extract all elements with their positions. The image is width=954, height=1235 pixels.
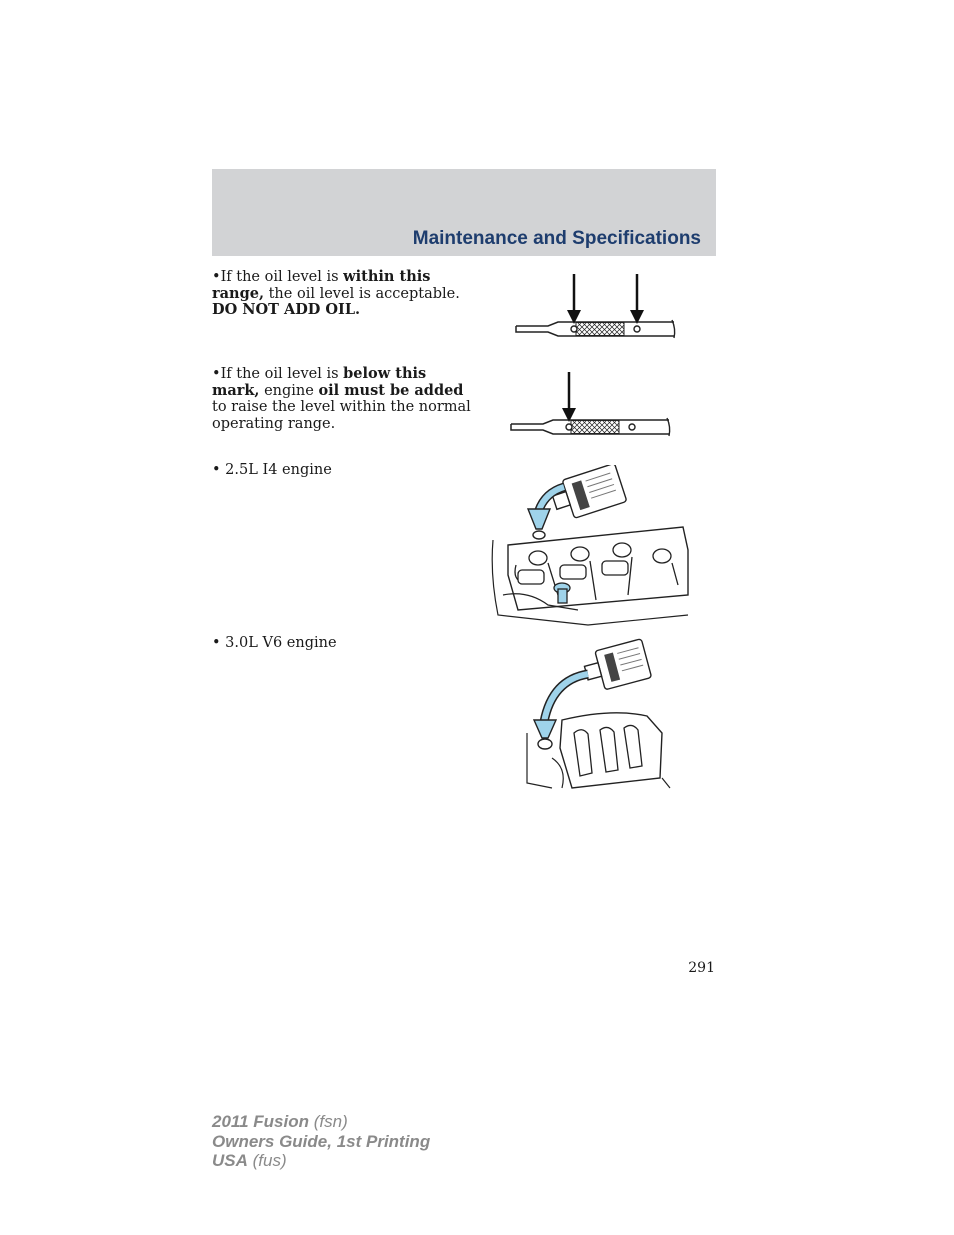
bullet: • (212, 269, 221, 285)
dipstick-range-illustration (512, 272, 682, 344)
text-run: engine (259, 382, 319, 399)
oil-level-acceptable-text (212, 269, 472, 319)
i4-engine-oil-fill-illustration (488, 465, 703, 630)
section-header-band (212, 169, 716, 256)
bullet: • (212, 462, 221, 478)
footer-guide: Owners Guide, 1st Printing (212, 1131, 431, 1151)
page-number: 291 (688, 960, 715, 976)
bold-run: oil must be added (318, 381, 464, 399)
text-run: to raise the level within the normal operating range. (212, 399, 471, 432)
engine-label-i4 (212, 462, 472, 479)
do-not-add-oil-warning: DO NOT ADD OIL. (212, 301, 361, 318)
engine-label-text: 3.0L V6 engine (225, 635, 337, 651)
footer-region-code: (fus) (252, 1151, 287, 1170)
footer-model: 2011 Fusion (212, 1112, 309, 1131)
v6-engine-oil-fill-illustration (522, 638, 672, 793)
oil-level-low-text (212, 366, 472, 432)
footer-line-model (212, 1112, 430, 1132)
text-run: If the oil level is (220, 366, 344, 382)
bullet: • (212, 635, 221, 651)
engine-label-v6 (212, 635, 472, 652)
footer-edition-info (212, 1112, 430, 1171)
footer-model-code: (fsn) (313, 1112, 348, 1131)
bold-run: within this range, (212, 268, 431, 302)
footer-line-guide (212, 1132, 430, 1152)
footer-region: USA (212, 1151, 248, 1170)
dipstick-low-mark-illustration (507, 370, 677, 442)
engine-label-text: 2.5L I4 engine (225, 462, 332, 478)
text-run: the oil level is acceptable. (264, 285, 460, 302)
bold-run: below this mark, (212, 365, 427, 399)
footer-line-region (212, 1151, 430, 1171)
section-title: Maintenance and Specifications (412, 228, 701, 249)
text-run: If the oil level is (220, 269, 344, 285)
bullet: • (212, 366, 221, 382)
